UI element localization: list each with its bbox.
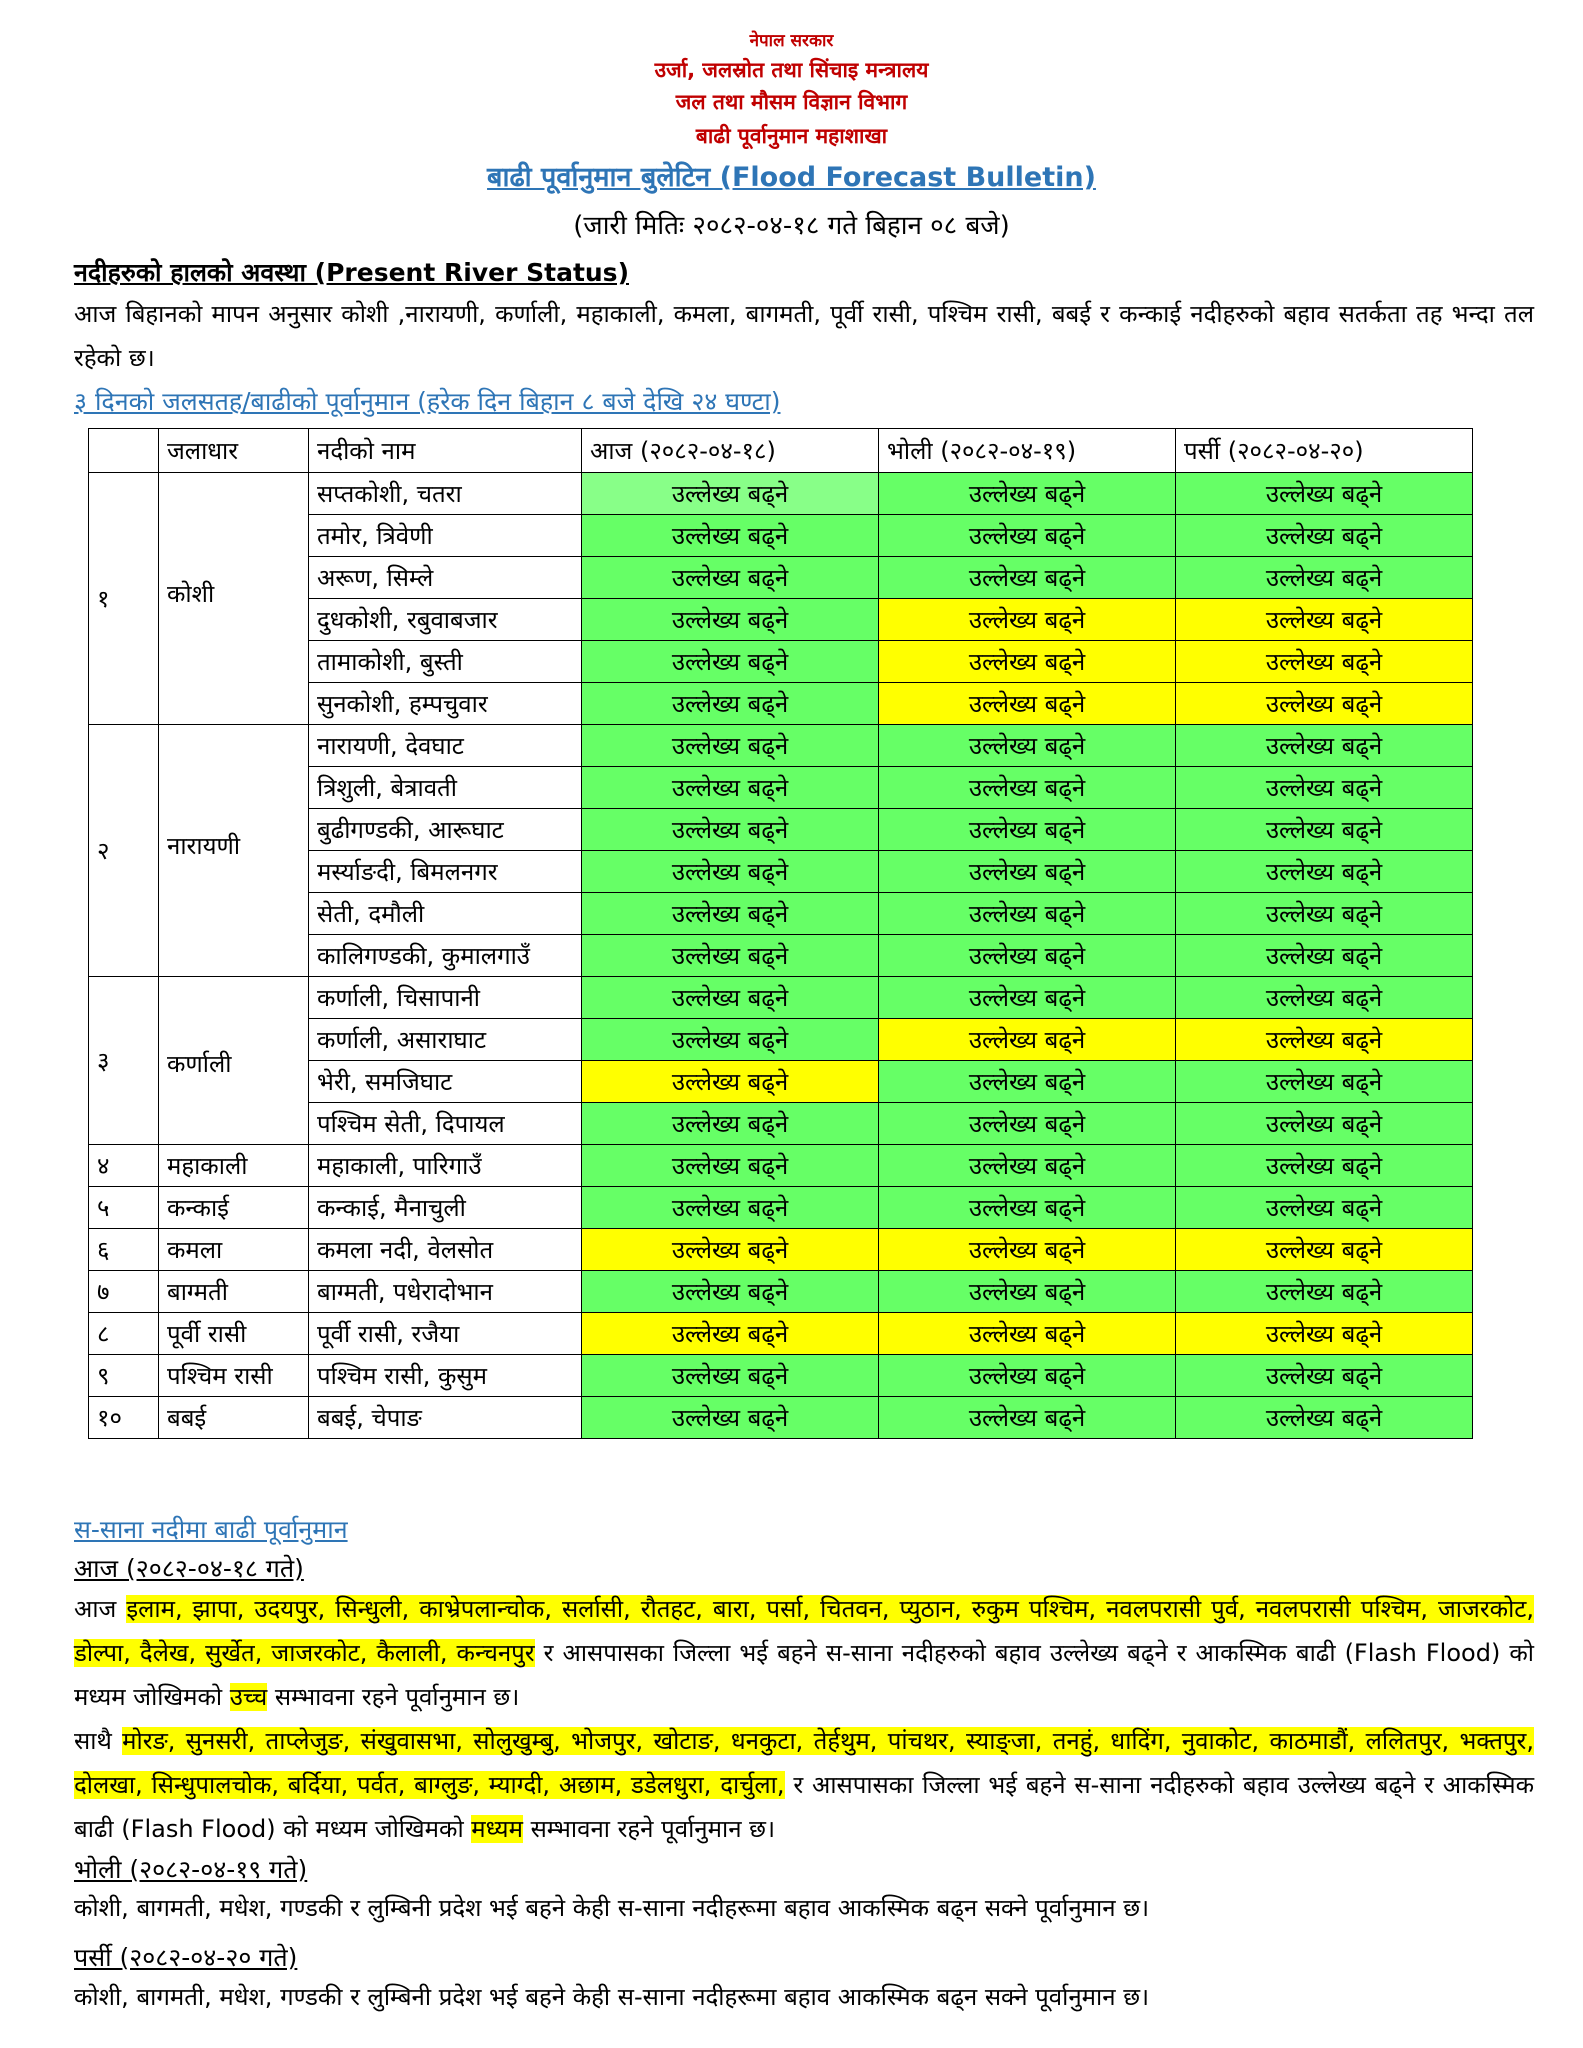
forecast-cell-d3: उल्लेख्य बढ्ने <box>1176 1145 1473 1187</box>
forecast-cell-d3: उल्लेख्य बढ्ने <box>1176 809 1473 851</box>
forecast-cell-d1: उल्लेख्य बढ्ने <box>582 1271 879 1313</box>
station-name: बबई, चेपाङ <box>309 1397 582 1439</box>
issue-date: (जारी मितिः २०८२-०४-१८ गते बिहान ०८ बजे) <box>573 211 1010 241</box>
gov-name: नेपाल सरकार <box>749 31 834 51</box>
table-row <box>89 1313 1473 1355</box>
forecast-cell-d1: उल्लेख्य बढ्ने <box>582 641 879 683</box>
station-name: सुनकोशी, हम्पचुवार <box>309 683 582 725</box>
forecast-cell-d2: उल्लेख्य बढ्ने <box>879 809 1176 851</box>
station-name: त्रिशुली, बेत्रावती <box>309 767 582 809</box>
basin-number: ९ <box>89 1355 159 1397</box>
station-name: बाग्मती, पधेरादोभान <box>309 1271 582 1313</box>
table-row <box>89 1397 1473 1439</box>
forecast-cell-d1: उल्लेख्य बढ्ने <box>582 557 879 599</box>
forecast-cell-d2: उल्लेख्य बढ्ने <box>879 515 1176 557</box>
forecast-cell-d2: उल्लेख्य बढ्ने <box>879 1313 1176 1355</box>
today-heading: आज (२०८२-०४-१८ गते) <box>74 1554 304 1583</box>
basin-number: ३ <box>89 977 159 1145</box>
p1-middle: र आसपासका जिल्ला भई बहने स-साना नदीहरुको बहाव उल्लेख्य बढ्ने र आकस्मिक बाढी (Flash Flood) को मध्यम जोखिमको <box>74 1639 1534 1711</box>
present-status-text: आज बिहानको मापन अनुसार कोशी ,नारायणी, कर्णाली, महाकाली, कमला, बागमती, पूर्वी रासी, पश्चिम रासी, बबई र कन्काई नदीहरुको बहाव सतर्कता तह भन्दा तल रहेको छ। <box>74 300 1534 372</box>
basin-name: बबई <box>159 1397 309 1439</box>
forecast-cell-d3: उल्लेख्य बढ्ने <box>1176 1229 1473 1271</box>
station-name: तामाकोशी, बुस्ती <box>309 641 582 683</box>
forecast-cell-d2: उल्लेख्य बढ्ने <box>879 599 1176 641</box>
forecast-cell-d1: उल्लेख्य बढ्ने <box>582 977 879 1019</box>
forecast-cell-d2: उल्लेख्य बढ्ने <box>879 977 1176 1019</box>
col-dayafter: पर्सी (२०८२-०४-२०) <box>1176 429 1473 473</box>
forecast-cell-d2: उल्लेख्य बढ्ने <box>879 935 1176 977</box>
forecast-cell-d1: उल्लेख्य बढ्ने <box>582 515 879 557</box>
forecast-cell-d1: उल्लेख्य बढ्ने <box>582 767 879 809</box>
station-name: सप्तकोशी, चतरा <box>309 473 582 515</box>
table-row <box>89 473 1473 515</box>
forecast-cell-d1: उल्लेख्य बढ्ने <box>582 809 879 851</box>
forecast-cell-d1: उल्लेख्य बढ्ने <box>582 599 879 641</box>
forecast-cell-d3: उल्लेख्य बढ्ने <box>1176 1397 1473 1439</box>
forecast-cell-d1: उल्लेख्य बढ्ने <box>582 1187 879 1229</box>
tomorrow-text: कोशी, बागमती, मधेश, गण्डकी र लुम्बिनी प्रदेश भई बहने केही स-साना नदीहरूमा बहाव आकस्मिक बढ्न सक्ने पूर्वानुमान छ। <box>74 1894 1150 1922</box>
station-name: बुढीगण्डकी, आरूघाट <box>309 809 582 851</box>
small-rivers-heading: स-साना नदीमा बाढी पूर्वानुमान <box>74 1515 348 1544</box>
forecast-cell-d2: उल्लेख्य बढ्ने <box>879 725 1176 767</box>
division-name: बाढी पूर्वानुमान महाशाखा <box>695 124 888 148</box>
forecast-cell-d1: उल्लेख्य बढ्ने <box>582 1229 879 1271</box>
forecast-cell-d2: उल्लेख्य बढ्ने <box>879 1145 1176 1187</box>
basin-name: कमला <box>159 1229 309 1271</box>
forecast-cell-d2: उल्लेख्य बढ्ने <box>879 1397 1176 1439</box>
basin-number: ४ <box>89 1145 159 1187</box>
forecast-cell-d1: उल्लेख्य बढ्ने <box>582 1313 879 1355</box>
forecast-cell-d3: उल्लेख्य बढ्ने <box>1176 599 1473 641</box>
tomorrow-heading: भोली (२०८२-०४-१९ गते) <box>74 1855 308 1884</box>
today-paragraph-1 <box>74 1587 1534 1719</box>
p2-middle: र आसपासका जिल्ला भई बहने स-साना नदीहरुको बहाव उल्लेख्य बढ्ने र आकस्मिक बाढी (Flash Flood) को मध्यम जोखिमको <box>74 1771 1535 1843</box>
station-name: कर्णाली, चिसापानी <box>309 977 582 1019</box>
forecast-cell-d2: उल्लेख्य बढ्ने <box>879 1271 1176 1313</box>
forecast-cell-d2: उल्लेख्य बढ्ने <box>879 1187 1176 1229</box>
forecast-cell-d3: उल्लेख्य बढ्ने <box>1176 641 1473 683</box>
forecast-cell-d1: उल्लेख्य बढ्ने <box>582 935 879 977</box>
forecast-cell-d2: उल्लेख्य बढ्ने <box>879 893 1176 935</box>
forecast-cell-d3: उल्लेख्य बढ्ने <box>1176 1313 1473 1355</box>
p1-lead: आज <box>74 1595 127 1623</box>
col-basin: जलाधार <box>159 429 309 473</box>
forecast-cell-d1: उल्लेख्य बढ्ने <box>582 851 879 893</box>
forecast-cell-d1: उल्लेख्य बढ्ने <box>582 473 879 515</box>
basin-name: पश्चिम रासी <box>159 1355 309 1397</box>
forecast-cell-d2: उल्लेख्य बढ्ने <box>879 1355 1176 1397</box>
station-name: कालिगण्डकी, कुमालगाउँ <box>309 935 582 977</box>
p2-district-list: मोरङ, सुनसरी, ताप्लेजुङ, संखुवासभा, सोलुखुम्बु, भोजपुर, खोटाङ, धनकुटा, तेर्हथुम, पांचथर, स्याङ्जा, तनहुं, धादिंग, नुवाकोट, काठमाडौं, ललितपुर, भक्तपुर, दोलखा, सिन्धुपालचोक, बर्दिया, पर्वत, बाग्लुङ, म्याग्दी, अछाम, डडेलधुरा, दार्चुला, <box>74 1727 1534 1799</box>
p1-risk-level: उच्च <box>229 1683 268 1711</box>
forecast-cell-d2: उल्लेख्य बढ्ने <box>879 557 1176 599</box>
col-number <box>89 429 159 473</box>
basin-number: ८ <box>89 1313 159 1355</box>
basin-name: कर्णाली <box>159 977 309 1145</box>
forecast-cell-d3: उल्लेख्य बढ्ने <box>1176 725 1473 767</box>
forecast-cell-d3: उल्लेख्य बढ्ने <box>1176 683 1473 725</box>
table-row <box>89 1355 1473 1397</box>
station-name: पश्चिम सेती, दिपायल <box>309 1103 582 1145</box>
station-name: कमला नदी, वेलसोत <box>309 1229 582 1271</box>
forecast-cell-d3: उल्लेख्य बढ्ने <box>1176 767 1473 809</box>
forecast-cell-d1: उल्लेख्य बढ्ने <box>582 1019 879 1061</box>
p2-end: सम्भावना रहने पूर्वानुमान छ। <box>522 1815 776 1843</box>
basin-number: १० <box>89 1397 159 1439</box>
basin-name: नारायणी <box>159 725 309 977</box>
forecast-cell-d2: उल्लेख्य बढ्ने <box>879 1229 1176 1271</box>
p1-district-list: इलाम, झापा, उदयपुर, सिन्धुली, काभ्रेपलान्चोक, सर्लासी, रौतहट, बारा, पर्सा, चितवन, प्युठान, रुकुम पश्चिम, नवलपरासी पुर्व, नवलपरासी पश्चिम, जाजरकोट, डोल्पा, दैलेख, सुर्खेत, जाजरकोट, कैलाली, कन्चनपुर <box>74 1595 1535 1667</box>
present-status-heading: नदीहरुको हालको अवस्था (Present River Status) <box>74 258 629 287</box>
basin-number: २ <box>89 725 159 977</box>
basin-number: १ <box>89 473 159 725</box>
forecast-cell-d1: उल्लेख्य बढ्ने <box>582 1355 879 1397</box>
dayafter-heading: पर्सी (२०८२-०४-२० गते) <box>74 1943 298 1972</box>
station-name: कर्णाली, असाराघाट <box>309 1019 582 1061</box>
forecast-cell-d1: उल्लेख्य बढ्ने <box>582 1103 879 1145</box>
forecast-cell-d3: उल्लेख्य बढ्ने <box>1176 515 1473 557</box>
ministry-name: उर्जा, जलस्रोत तथा सिंचाइ मन्त्रालय <box>654 58 929 82</box>
station-name: पश्चिम रासी, कुसुम <box>309 1355 582 1397</box>
forecast-cell-d2: उल्लेख्य बढ्ने <box>879 851 1176 893</box>
forecast-cell-d2: उल्लेख्य बढ्ने <box>879 473 1176 515</box>
p2-lead: साथै <box>74 1727 123 1755</box>
forecast-cell-d3: उल्लेख्य बढ्ने <box>1176 851 1473 893</box>
forecast-cell-d1: उल्लेख्य बढ्ने <box>582 683 879 725</box>
basin-name: महाकाली <box>159 1145 309 1187</box>
forecast-cell-d3: उल्लेख्य बढ्ने <box>1176 1061 1473 1103</box>
station-name: कन्काई, मैनाचुली <box>309 1187 582 1229</box>
station-name: पूर्वी रासी, रजैया <box>309 1313 582 1355</box>
basin-number: ६ <box>89 1229 159 1271</box>
table-row <box>89 1271 1473 1313</box>
forecast-cell-d3: उल्लेख्य बढ्ने <box>1176 1355 1473 1397</box>
table-row <box>89 725 1473 767</box>
forecast-cell-d3: उल्लेख्य बढ्ने <box>1176 893 1473 935</box>
station-name: तमोर, त्रिवेणी <box>309 515 582 557</box>
station-name: अरूण, सिम्ले <box>309 557 582 599</box>
forecast-cell-d2: उल्लेख्य बढ्ने <box>879 767 1176 809</box>
col-today: आज (२०८२-०४-१८) <box>582 429 879 473</box>
forecast-cell-d3: उल्लेख्य बढ्ने <box>1176 977 1473 1019</box>
station-name: नारायणी, देवघाट <box>309 725 582 767</box>
basin-number: ५ <box>89 1187 159 1229</box>
forecast-cell-d2: उल्लेख्य बढ्ने <box>879 641 1176 683</box>
station-name: महाकाली, पारिगाउँ <box>309 1145 582 1187</box>
forecast-cell-d1: उल्लेख्य बढ्ने <box>582 893 879 935</box>
basin-name: कन्काई <box>159 1187 309 1229</box>
table-row <box>89 1229 1473 1271</box>
forecast-cell-d3: उल्लेख्य बढ्ने <box>1176 1271 1473 1313</box>
station-name: भेरी, समजिघाट <box>309 1061 582 1103</box>
forecast-table-header <box>89 429 1473 473</box>
department-name: जल तथा मौसम विज्ञान विभाग <box>675 90 908 114</box>
forecast-cell-d3: उल्लेख्य बढ्ने <box>1176 557 1473 599</box>
forecast-cell-d3: उल्लेख्य बढ्ने <box>1176 473 1473 515</box>
forecast-table <box>88 428 1473 1439</box>
forecast-cell-d1: उल्लेख्य बढ्ने <box>582 1061 879 1103</box>
p2-risk-level: मध्यम <box>471 1815 523 1843</box>
forecast-table-body <box>89 473 1473 1439</box>
forecast-heading: ३ दिनको जलसतह/बाढीको पूर्वानुमान (हरेक दिन बिहान ८ बजे देखि २४ घण्टा) <box>74 387 781 416</box>
bulletin-title: बाढी पूर्वानुमान बुलेटिन (Flood Forecast Bulletin) <box>487 162 1096 193</box>
forecast-cell-d3: उल्लेख्य बढ्ने <box>1176 1103 1473 1145</box>
table-row <box>89 977 1473 1019</box>
forecast-cell-d2: उल्लेख्य बढ्ने <box>879 683 1176 725</box>
forecast-cell-d2: उल्लेख्य बढ्ने <box>879 1103 1176 1145</box>
forecast-cell-d3: उल्लेख्य बढ्ने <box>1176 1187 1473 1229</box>
basin-name: बाग्मती <box>159 1271 309 1313</box>
basin-name: कोशी <box>159 473 309 725</box>
basin-name: पूर्वी रासी <box>159 1313 309 1355</box>
station-name: सेती, दमौली <box>309 893 582 935</box>
dayafter-text: कोशी, बागमती, मधेश, गण्डकी र लुम्बिनी प्रदेश भई बहने केही स-साना नदीहरूमा बहाव आकस्मिक बढ्न सक्ने पूर्वानुमान छ। <box>74 1983 1150 2011</box>
forecast-cell-d1: उल्लेख्य बढ्ने <box>582 725 879 767</box>
col-tomorrow: भोली (२०८२-०४-१९) <box>879 429 1176 473</box>
forecast-cell-d3: उल्लेख्य बढ्ने <box>1176 1019 1473 1061</box>
forecast-cell-d3: उल्लेख्य बढ्ने <box>1176 935 1473 977</box>
basin-number: ७ <box>89 1271 159 1313</box>
col-station: नदीको नाम <box>309 429 582 473</box>
station-name: दुधकोशी, रबुवाबजार <box>309 599 582 641</box>
forecast-cell-d2: उल्लेख्य बढ्ने <box>879 1019 1176 1061</box>
today-paragraph-2 <box>74 1719 1534 1851</box>
table-row <box>89 1145 1473 1187</box>
forecast-cell-d2: उल्लेख्य बढ्ने <box>879 1061 1176 1103</box>
forecast-cell-d1: उल्लेख्य बढ्ने <box>582 1145 879 1187</box>
p1-end: सम्भावना रहने पूर्वानुमान छ। <box>267 1683 520 1711</box>
forecast-cell-d1: उल्लेख्य बढ्ने <box>582 1397 879 1439</box>
table-row <box>89 1187 1473 1229</box>
station-name: मर्स्याङदी, बिमलनगर <box>309 851 582 893</box>
